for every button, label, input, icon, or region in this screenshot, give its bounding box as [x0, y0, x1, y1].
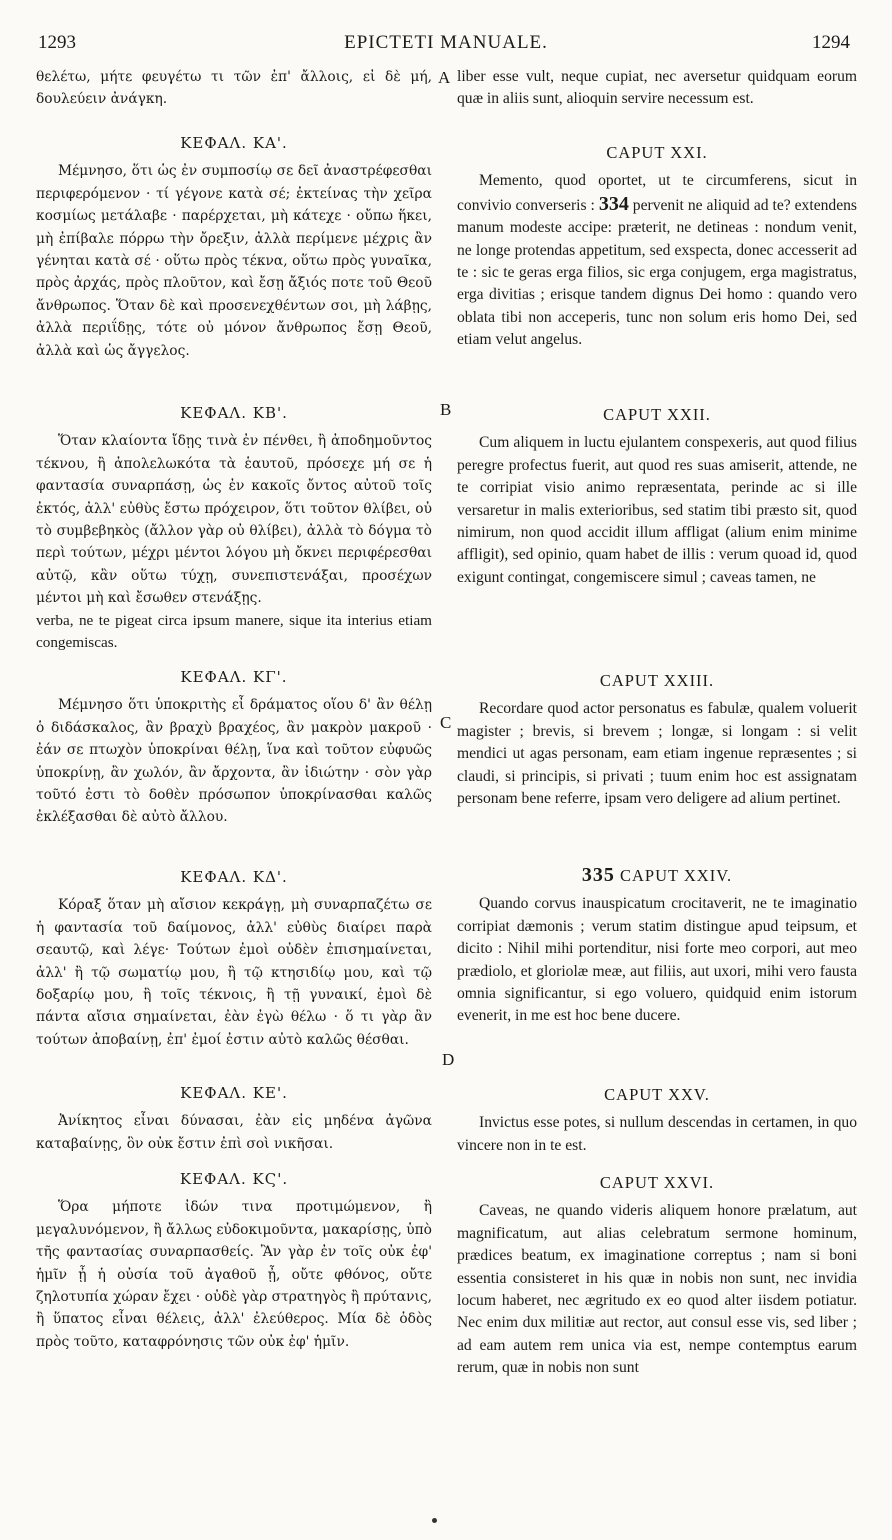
page-number-right: 1294 [812, 32, 850, 53]
greek-chapter-text: Μέμνησο, ὅτι ὡς ἐν συμποσίῳ σε δεῖ ἀναστρέφεσθαι περιφερόμενον · τί γέγονε κατὰ σέ; ἐκτείνας τὴν χεῖρα κοσμίως μετάλαβε · παρέρχεται, μὴ κάτεχε · οὔπω ἥκει, μὴ ἐπίβαλε πόρρω τὴν ὄρεξιν, ἀλλὰ περίμενε μέχρις ἂν γένηται κατὰ σέ · οὕτω πρὸς τέκνα, οὕτω πρὸς γυναῖκα, πρὸς ἀρχάς, πρὸς πλοῦτον, καὶ ἔσῃ ἄξιός ποτε τοῦ Θεοῦ ἄνθρωπος. Ὅταν δὲ καὶ προσενεχθέντων σοι, μὴ λάβῃς, ἀλλὰ περιΐδῃς, τότε οὐ μόνον ἄνθρωπος ἔσῃ Θεοῦ, ἀλλὰ καὶ ὡς ἄγγελος. [36, 163, 432, 359]
greek-chapter-text: Ὅταν κλαίοντα ἴδῃς τινὰ ἐν πένθει, ἢ ἀποδημοῦντος τέκνου, ἢ ἀπολελωκότα τὰ ἑαυτοῦ, πρόσεχε μή σε ἡ φαντασία συναρπάσῃ, ὡς ἐν κακοῖς ὄντος αὐτοῦ τοῖς ἐκτός, ἀλλ' εὐθὺς ἔστω πρόχειρον, ὅτι τοῦτον θλίβει, οὐ τὸ συμβεβηκὸς (ἄλλον γὰρ οὐ θλίβει), ἀλλὰ τὸ δόγμα τὸ περὶ τούτων, μέχρι μέντοι λόγου μὴ ὄκνει περιφέρεσθαι αὐτῷ, κἂν οὕτω τύχῃ, συνεπιστενάξαι, προσέχων μέντοι μὴ καὶ ἔσωθεν στενάξῃς. [36, 433, 432, 607]
greek-chapter-title: ΚΕΦΑΛ. ΚΕ'. [180, 1084, 288, 1102]
page-number-left: 1293 [38, 32, 76, 53]
greek-chapter-title: ΚΕΦΑΛ. ΚΔ'. [180, 868, 288, 886]
latin-chapter-text: Quando corvus inauspicatum crocitaverit, ne te imaginatio corripiat dæmonis ; verum statim distingue apud teipsum, et dicito : Nihil mihi portenditur, nisi forte meo corpori, aut meo prædiolo, et gloriolæ meæ, aut filiis, aut uxori, mihi vero fausta omnia significantur, si ego voluero, quidquid enim istorum evenerit, in me est hoc bene ducere. [457, 895, 857, 1025]
margin-letter-a: A [438, 68, 451, 87]
latin-chapter-text: Caveas, ne quando videris aliquem honore prælatum, aut magnificatum, aut alias celebratum sermone hominum, prædices beatum, ex imaginatione correptus ; nam si boni essentia consisteret in his quæ in nobis non sunt, nec invidia locum haberet, nec ægritudo ex eo quod alter iisdem potiatur. Nec enim dux militiæ aut rector, aut consul esse vis, sed liber ; ad eam autem rem unica via est, nempe contemptus earum rerum, quæ in nobis non sunt [457, 1202, 857, 1377]
page-header [0, 32, 892, 58]
latin-chapter-title: CAPUT XXIII. [599, 671, 715, 690]
latin-chapter-title: CAPUT XXII. [603, 405, 711, 424]
greek-continuation: θελέτω, μήτε φευγέτω τι τῶν ἐπ' ἄλλοις, εἰ δὲ μή, δουλεύειν ἀνάγκη. [36, 69, 432, 108]
latin-chapter-title: 335 CAPUT XXIV. [581, 864, 733, 886]
latin-chapter-text: Recordare quod actor personatus es fabulæ, qualem voluerit magister ; brevis, si brevem ; longæ, si longam : si velit mendici ut agas personam, eam etiam ingenue repræsentes ; si claudi, si principis, si privati ; tuum enim hoc est assignatam personam bene referre, ipsam vero deligere ad alium pertinet. [457, 700, 857, 808]
latin-chapter-text: Invictus esse potes, si nullum descendas in certamen, in quo vincere non in te est. [457, 1114, 857, 1154]
greek-chapter-text: Ὅρα μήποτε ἰδών τινα προτιμώμενον, ἢ μεγαλυνόμενον, ἢ ἄλλως εὐδοκιμοῦντα, μακαρίσῃς, ὑπὸ τῆς φαντασίας συναρπασθείς. Ἂν γὰρ ἐν τοῖς οὐκ ἐφ' ἡμῖν ᾖ ἡ οὐσία τοῦ ἀγαθοῦ ᾖ, οὔτε φθόνος, οὔτε ζηλοτυπία χώραν ἔχει · οὐδὲ γὰρ στρατηγὸς ἢ πρύτανις, ἢ ὕπατος εἶναι θέλεις, ἀλλ' ἐλεύθερος. Μία δὲ ὁδὸς πρὸς τοῦτο, καταφρόνησις τῶν οὐκ ἐφ' ἡμῖν. [36, 1199, 432, 1350]
greek-chapter-title: ΚΕΦΑΛ. ΚΑ'. [180, 134, 288, 152]
latin-chapter-text: Cum aliquem in luctu ejulantem conspexeris, aut quod filius peregre profectus fuerit, aut quod res suas amiserit, attende, ne te corripiat visio animo repræsentata, perinde ac si ille versaretur in malis exterioribus, sed statim tibi præsto sit, quod nimirum, non quod accidit illum affligat (alium enim minime affligit), sed opinio, quam habet de illis : verum quoad id, quod exigunt contingat, congemiscere simul ; caveas tamen, ne [457, 434, 857, 586]
marginal-number: 334 [598, 192, 629, 215]
greek-chapter-title: ΚΕΦΑΛ. ΚΒ'. [180, 404, 288, 422]
latin-chapter-title: CAPUT XXVI. [599, 1173, 715, 1192]
latin-chapter-text: Memento, quod oportet, ut te circumferens, sicut in convivio converseris : 334 pervenit ne aliquid ad te? extendens manum modeste accipe: præterit, ne detineas : nondum venit, ne longe protendas appetitum, sed exspecta, donec accesserit ad te : sic te geras erga filios, sic erga conjugem, erga magistratus, erga divitias ; erisque tandem dignus Dei homo : quando vero oblata tibi non acceperis, tunc non solum eris homo Dei, sed etiam velut angelus. [457, 172, 857, 349]
greek-chapter-text: Μέμνησο ὅτι ὑποκριτὴς εἶ δράματος οἵου δ' ἂν θέλῃ ὁ διδάσκαλος, ἂν βραχὺ βραχέος, ἂν μακρὸν μακροῦ · ἐάν σε πτωχὸν ὑποκρίναι θέλῃ, ἵνα καὶ τοῦτον εὐφυῶς ὑποκρίνῃ, ἂν χωλόν, ἂν ἄρχοντα, ἂν ἰδιώτην · σὸν γὰρ τοῦτό ἐστι τὸ δοθὲν πρόσωπον ὑποκρίνασθαι καλῶς ἐκλέξασθαι δὲ αὐτὸ ἄλλου. [36, 697, 432, 826]
margin-letter-b: B [440, 400, 452, 419]
running-title: EPICTETI MANUALE. [344, 32, 548, 53]
margin-letter-c: C [440, 713, 452, 732]
margin-letter-d: D [442, 1050, 455, 1069]
greek-chapter-text: Ἀνίκητος εἶναι δύνασαι, ἐὰν εἰς μηδένα ἀγῶνα καταβαίνῃς, ὃν οὐκ ἔστιν ἐπὶ σοὶ νικῆσαι. [36, 1113, 432, 1152]
latin-overflow-text: verba, ne te pigeat circa ipsum manere, sique ita interius etiam congemiscas. [36, 611, 432, 652]
greek-chapter-title: ΚΕΦΑΛ. ΚϚ'. [179, 1170, 289, 1188]
latin-chapter-title: CAPUT XXI. [606, 143, 708, 162]
printing-speck [432, 1518, 437, 1523]
greek-chapter-text: Κόραξ ὅταν μὴ αἴσιον κεκράγῃ, μὴ συναρπαζέτω σε ἡ φαντασία τοῦ δαίμονος, ἀλλ' εὐθὺς διαίρει παρὰ σεαυτῷ, καὶ λέγε· Τούτων ἐμοὶ οὐδὲν ἐπισημαίνεται, ἀλλ' ἢ τῷ σωματίῳ μου, ἢ τῷ κτησιδίῳ μου, καὶ τῷ δοξαρίῳ μου, ἢ τοῖς τέκνοις, ἢ τῇ γυναικί, ἐμοὶ δὲ πάντα αἴσια σημαίνεται, ἐὰν ἐγὼ θέλω · ὅ τι γὰρ ἂν τούτων ἀποβαίνῃ, ἐπ' ἐμοί ἐστιν αὐτὸ καλῶς θέσθαι. [36, 897, 432, 1048]
latin-chapter-title: CAPUT XXV. [604, 1085, 710, 1104]
latin-continuation: liber esse vult, neque cupiat, nec aversetur quidquam eorum quæ in aliis sunt, alioquin servire necessum est. [457, 68, 857, 108]
greek-chapter-title: ΚΕΦΑΛ. ΚΓ'. [180, 668, 288, 686]
marginal-number: 335 [581, 864, 615, 886]
